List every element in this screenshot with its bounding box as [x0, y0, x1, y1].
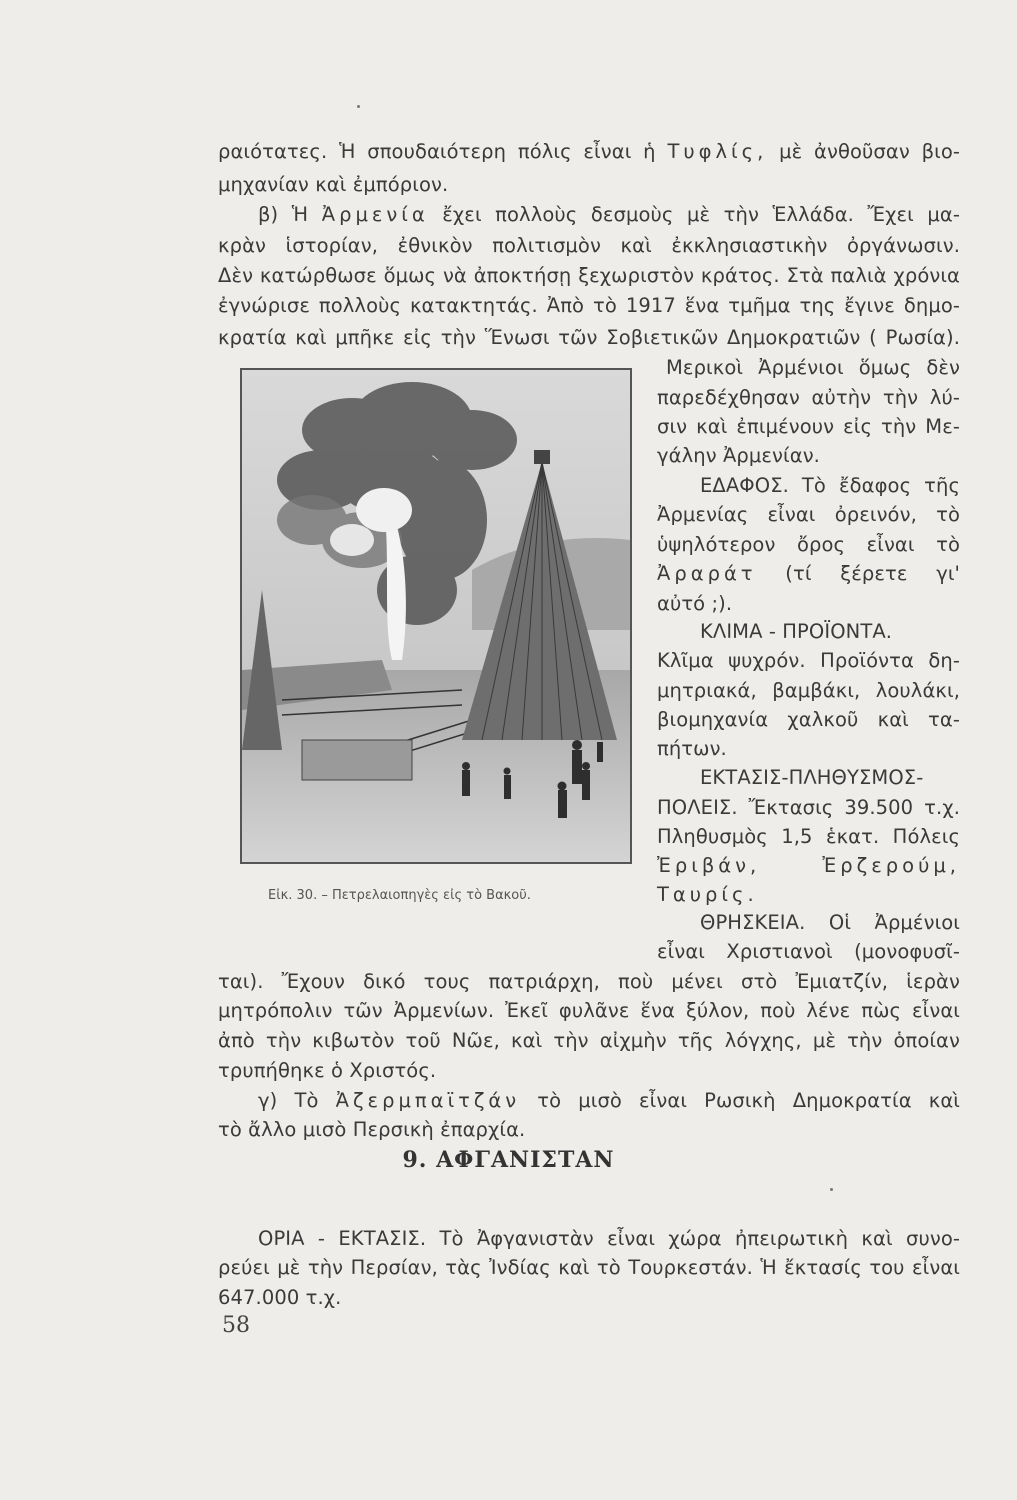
text-line: τὸ ἄλλο μισὸ Περσικὴ ἐπαρχία.: [218, 1118, 526, 1141]
text-line: σιν καὶ ἐπιμένουν εἰς τὴν Με-: [657, 415, 960, 438]
text-line: ρεύει μὲ τὴν Περσίαν, τὰς Ἰνδίας καὶ τὸ Τουρκεστάν. Ἡ ἔκτασίς του εἶναι: [218, 1256, 960, 1279]
section-label-edafos: ΕΔΑΦΟΣ. Τὸ ἔδαφος τῆς: [700, 474, 960, 497]
text-line: Ταυρίς.: [657, 883, 758, 906]
text-line: γάλην Ἀρμενίαν.: [657, 444, 820, 467]
text-line: κρατία καὶ μπῆκε εἰς τὴν Ἕνωσι τῶν Σοβιετικῶν Δημοκρατιῶν ( Ρωσία).: [218, 326, 960, 349]
text-line: ΠΟΛΕΙΣ. Ἔκτασις 39.500 τ.χ.: [657, 796, 960, 819]
text-line: μητριακά, βαμβάκι, λουλάκι,: [657, 679, 960, 702]
text-line: εἶναι Χριστιανοὶ (μονοφυσῖ-: [657, 940, 960, 963]
text-line: Κλῖμα ψυχρόν. Προϊόντα δη-: [657, 649, 960, 672]
text-line: ἀπὸ τὴν κιβωτὸν τοῦ Νῶε, καὶ τὴν αἰχμὴν τῆς λόγχης, μὲ τὴν ὁποίαν: [218, 1029, 960, 1052]
text-line: Πληθυσμὸς 1,5 ἑκατ. Πόλεις: [657, 825, 960, 848]
text-line: μηχανίαν καὶ ἐμπόριον.: [218, 173, 449, 196]
text-line: 647.000 τ.χ.: [218, 1286, 342, 1309]
text-line: Δὲν κατώρθωσε ὅμως νὰ ἀποκτήσῃ ξεχωριστὸν κράτος. Στὰ παλιὰ χρόνια: [218, 264, 960, 287]
paper-speck: [830, 1188, 833, 1191]
text-line: ΟΡΙΑ - ΕΚΤΑΣΙΣ. Τὸ Ἀφγανιστὰν εἶναι χώρα ἠπειρωτικὴ καὶ συνο-: [258, 1227, 960, 1250]
text-line: αὐτό ;).: [657, 592, 733, 615]
page-number: 58: [222, 1313, 250, 1338]
text-line: ὑψηλότερον ὄρος εἶναι τὸ: [657, 533, 960, 556]
section-label-thriskeia: ΘΡΗΣΚΕΙΑ. Οἱ Ἀρμένιοι: [700, 911, 960, 934]
text-line: ται). Ἔχουν δικό τους πατριάρχη, ποὺ μένει στὸ Ἐμιατζίν, ἱερὰν: [218, 970, 960, 993]
figure-caption: Εἰκ. 30. – Πετρελαιοπηγὲς εἰς τὸ Βακοῦ.: [268, 888, 531, 903]
text-line: Μερικοὶ Ἀρμένιοι ὅμως δὲν: [666, 356, 960, 379]
text-line: ραιότατες. Ἡ σπουδαιότερη πόλις εἶναι ἡ Τυφλίς, μὲ ἀνθοῦσαν βιο-: [218, 140, 960, 163]
oil-derricks-illustration: [242, 370, 630, 862]
text-line: Ἐριβάν, Ἐρζερούμ,: [657, 854, 960, 877]
section-label-ektasis: ΕΚΤΑΣΙΣ-ΠΛΗΘΥΣΜΟΣ-: [700, 766, 924, 789]
section-label-klima: ΚΛΙΜΑ - ΠΡΟΪΟΝΤΑ.: [700, 620, 893, 643]
text-line: βιομηχανία χαλκοῦ καὶ τα-: [657, 708, 960, 731]
oil-wells-photo: [240, 368, 632, 864]
text-line: μητρόπολιν τῶν Ἀρμενίων. Ἐκεῖ φυλᾶνε ἕνα ξύλον, ποὺ λένε πὼς εἶναι: [218, 999, 960, 1022]
paper-speck: [357, 105, 360, 108]
text-line: Ἀρμενίας εἶναι ὀρεινόν, τὸ: [657, 503, 960, 526]
section-heading: 9. ΑΦΓΑΝΙΣΤΑΝ: [402, 1147, 615, 1173]
text-line: κρὰν ἱστορίαν, ἐθνικὸν πολιτισμὸν καὶ ἐκκλησιαστικὴν ὀργάνωσιν.: [218, 234, 960, 257]
text-line: γ) Τὸ Ἀζερμπαϊτζάν τὸ μισὸ εἶναι Ρωσικὴ Δημοκρατία καὶ: [258, 1089, 960, 1112]
text-line: τρυπήθηκε ὁ Χριστός.: [218, 1059, 437, 1082]
text-line: β) Ἡ Ἀρμενία ἔχει πολλοὺς δεσμοὺς μὲ τὴν Ἑλλάδα. Ἔχει μα-: [258, 203, 960, 226]
text-line: Ἀραράτ (τί ξέρετε γι': [657, 562, 960, 585]
text-line: πήτων.: [657, 737, 727, 760]
text-line: ἐγνώρισε πολλοὺς κατακτητάς. Ἀπὸ τὸ 1917 ἕνα τμῆμα της ἔγινε δημο-: [218, 294, 960, 317]
text-line: παρεδέχθησαν αὐτὴν τὴν λύ-: [657, 386, 960, 409]
